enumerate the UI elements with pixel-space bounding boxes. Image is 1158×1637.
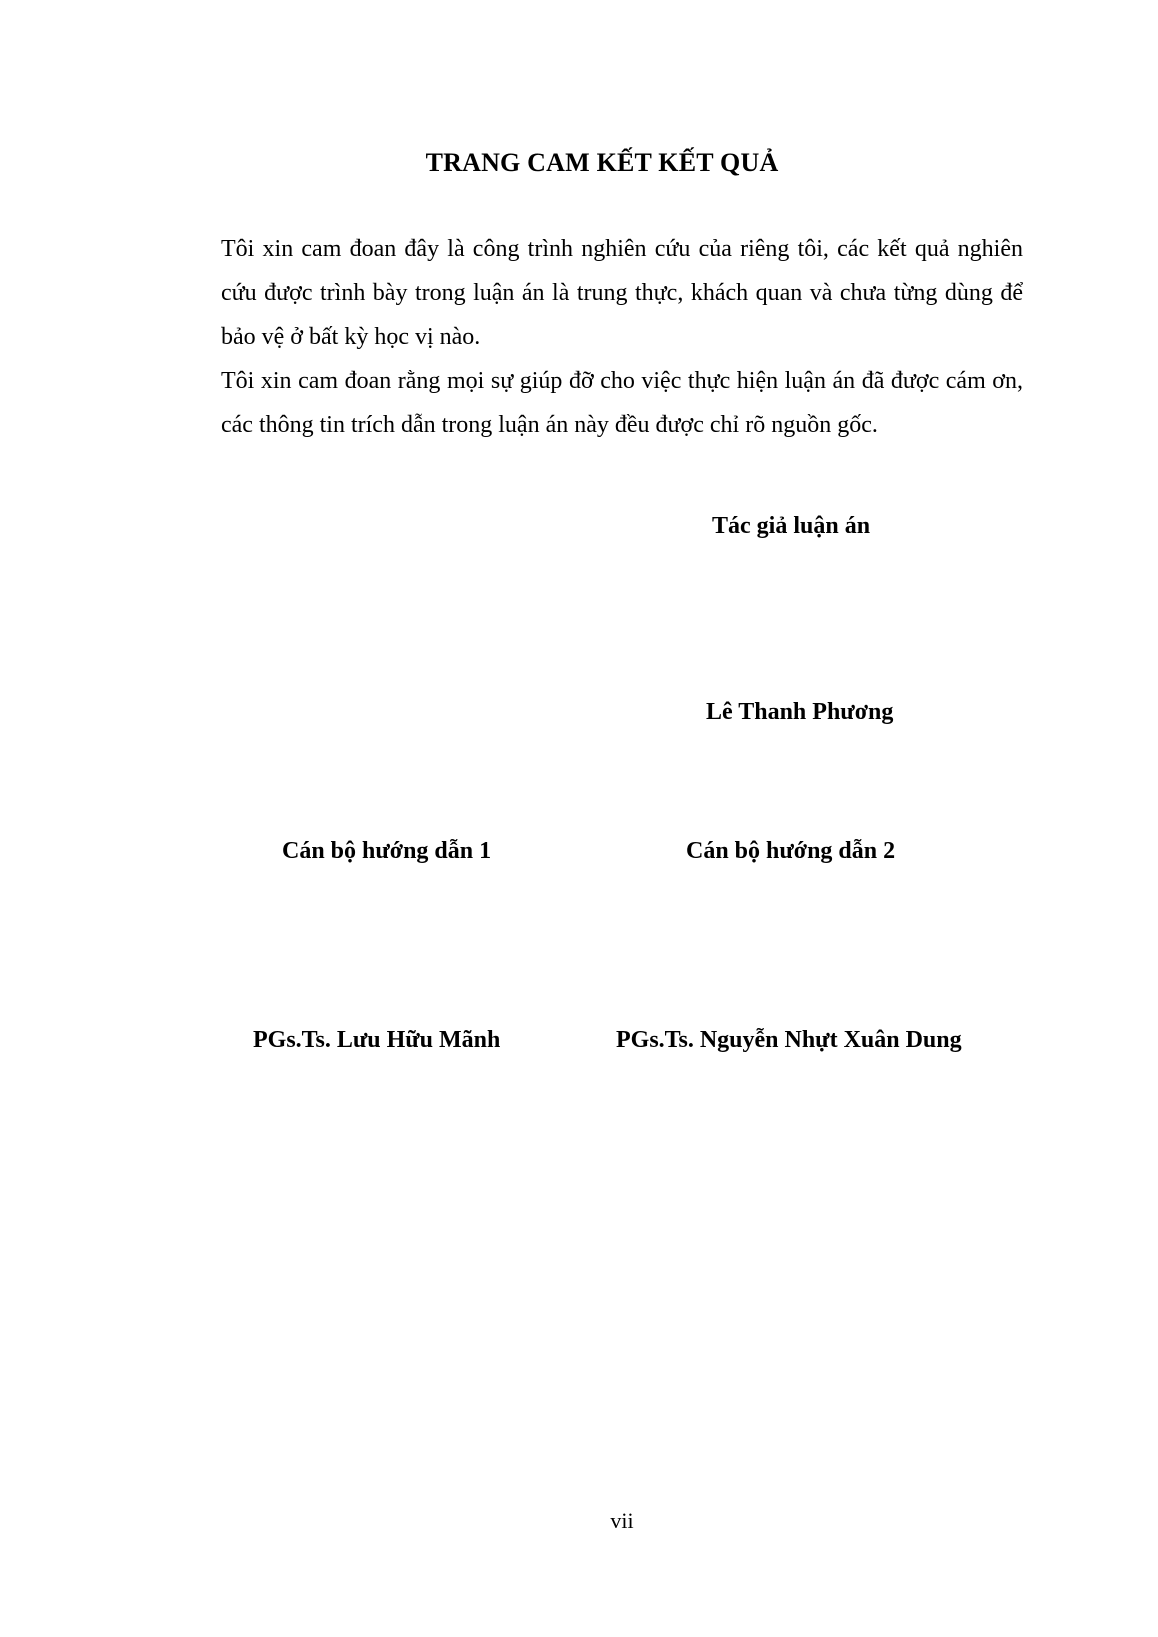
commitment-text bbox=[221, 227, 1023, 447]
paragraph: Tôi xin cam đoan rằng mọi sự giúp đỡ cho việc thực hiện luận án đã được cám ơn, các thông tin trích dẫn trong luận án này đều được chỉ rõ nguồn gốc. bbox=[221, 368, 1023, 438]
author-name: Lê Thanh Phương bbox=[706, 699, 894, 725]
supervisor-2-label: Cán bộ hướng dẫn 2 bbox=[686, 838, 896, 864]
page-number: vii bbox=[610, 1508, 634, 1533]
author-label: Tác giả luận án bbox=[712, 513, 871, 539]
supervisor-2-name: PGs.Ts. Nguyễn Nhựt Xuân Dung bbox=[616, 1027, 962, 1053]
page-title: TRANG CAM KẾT KẾT QUẢ bbox=[425, 148, 779, 177]
paragraph: Tôi xin cam đoan đây là công trình nghiên cứu của riêng tôi, các kết quả nghiên cứu được trình bày trong luận án là trung thực, khách quan và chưa từng dùng để bảo vệ ở bất kỳ học vị nào. bbox=[221, 236, 1023, 350]
supervisor-1-name: PGs.Ts. Lưu Hữu Mãnh bbox=[253, 1027, 501, 1053]
supervisor-1-label: Cán bộ hướng dẫn 1 bbox=[282, 838, 492, 864]
